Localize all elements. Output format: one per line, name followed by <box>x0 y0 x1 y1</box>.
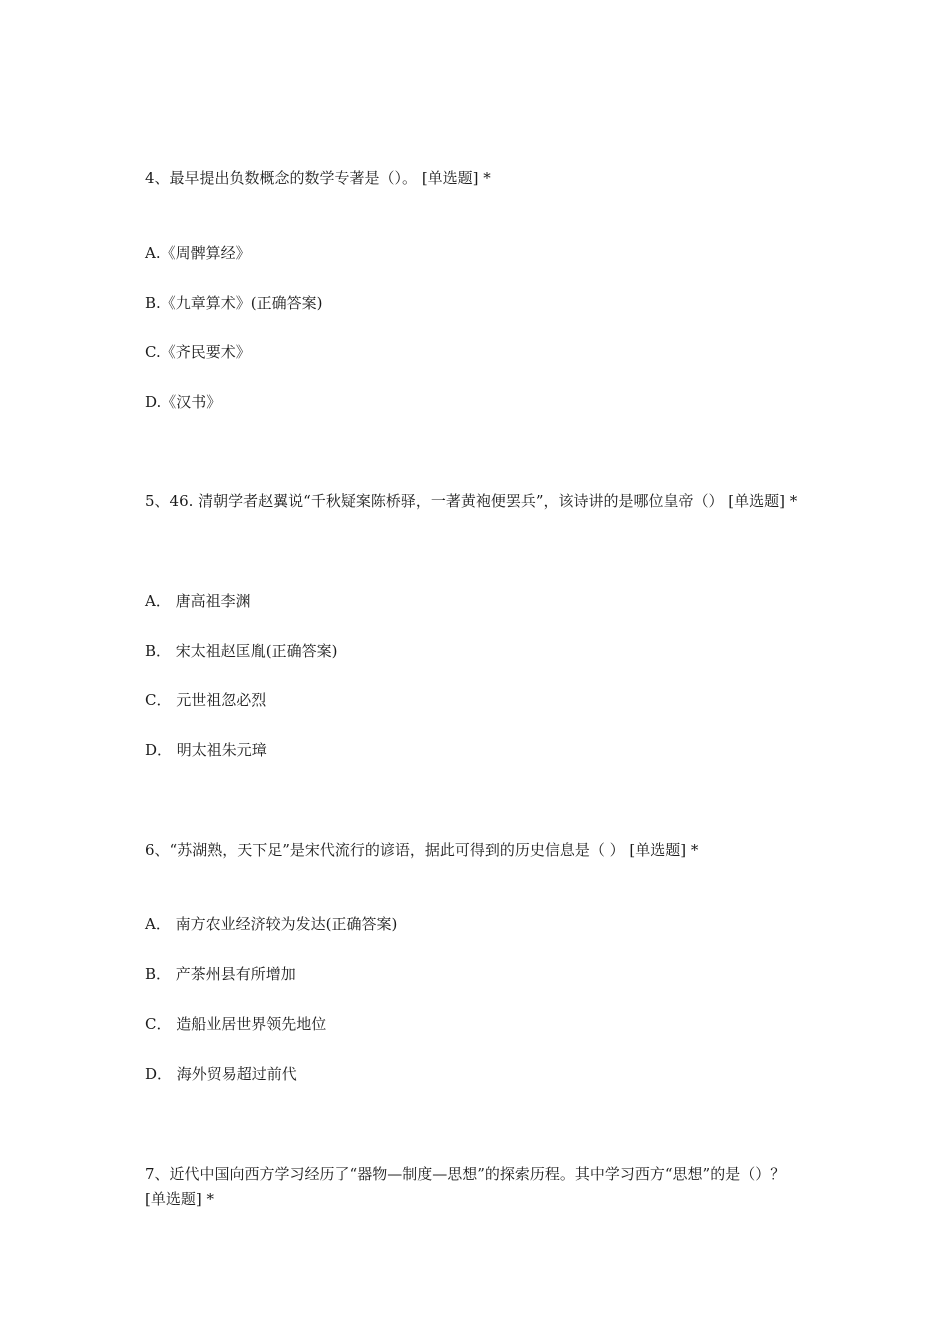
option-d-q4: D.《汉书》 <box>145 393 222 411</box>
option-b-q4: B.《九章算术》(正确答案) <box>145 294 323 312</box>
option-c-q4: C.《齐民要术》 <box>145 343 251 361</box>
option-a-q4: A.《周髀算经》 <box>145 244 251 262</box>
option-b-q5: B． 宋太祖赵匡胤(正确答案) <box>145 642 338 660</box>
option-b-q6: B． 产茶州县有所增加 <box>145 965 296 983</box>
question-stem-4: 4、最早提出负数概念的数学专著是（）。 [单选题] * <box>145 169 491 187</box>
option-a-q6: A． 南方农业经济较为发达(正确答案) <box>145 915 398 933</box>
option-d-q6: D． 海外贸易超过前代 <box>145 1065 297 1083</box>
option-c-q5: C． 元世祖忽必烈 <box>145 691 267 709</box>
option-c-q6: C． 造船业居世界领先地位 <box>145 1015 327 1033</box>
option-d-q5: D． 明太祖朱元璋 <box>145 741 267 759</box>
option-a-q5: A． 唐高祖李渊 <box>145 592 251 610</box>
question-stem-5: 5、46. 清朝学者赵翼说“千秋疑案陈桥驿，一著黄袍便罢兵”，该诗讲的是哪位皇帝（） [单选题] * <box>145 492 798 510</box>
question-stem-6: 6、“苏湖熟，天下足”是宋代流行的谚语，据此可得到的历史信息是（ ） [单选题] * <box>145 841 699 859</box>
question-stem-7: 7、近代中国向西方学习经历了“器物—制度—思想”的探索历程。其中学习西方“思想”的是（）？ [单选题] * <box>145 1165 786 1208</box>
